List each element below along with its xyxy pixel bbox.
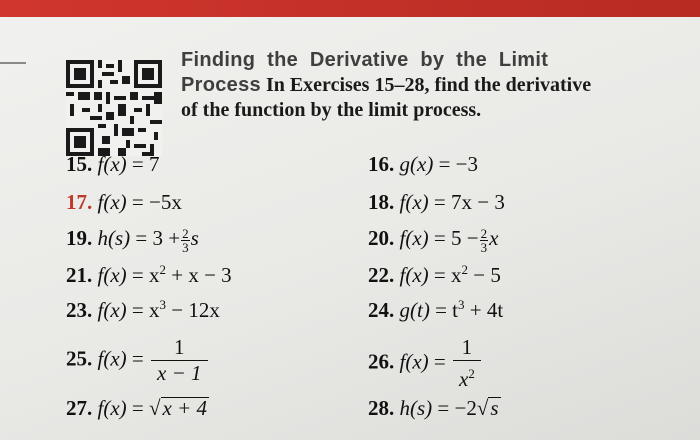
exercise-number: 24. <box>368 298 395 322</box>
exercise-rhs-tail: − 5 <box>468 263 501 287</box>
exercise-rhs: = −3 <box>438 152 478 176</box>
exponent: 2 <box>468 366 475 381</box>
section-title-continued: Process <box>181 74 261 96</box>
exercise-rhs: = <box>131 346 144 371</box>
exercise-lhs: f(x) <box>399 226 429 250</box>
exercise-number: 20. <box>368 226 395 250</box>
exercise-lhs: f(x) <box>399 190 429 214</box>
exercise-rhs: = 5 − <box>433 226 479 250</box>
exercise-lhs: f(x) <box>399 263 429 287</box>
exercise-lhs: f(x) <box>97 346 127 371</box>
exercise-lhs: f(x) <box>97 152 127 176</box>
exercise-instruction-continued: of the function by the limit process. <box>181 99 482 121</box>
exercise-rhs: = −2 <box>437 396 477 420</box>
section-header <box>181 48 681 123</box>
denominator: x <box>459 367 469 391</box>
exercise-rhs: = t <box>435 298 459 322</box>
radicand: x + 4 <box>162 396 208 420</box>
exercise-15 <box>66 152 160 177</box>
exercise-number: 28. <box>368 396 395 420</box>
denominator: x − 1 <box>157 361 202 385</box>
exercise-rhs-tail: − 12x <box>166 298 220 322</box>
exercise-24 <box>368 297 503 323</box>
exercise-19 <box>66 226 199 254</box>
exercise-lhs: h(s) <box>97 226 131 250</box>
numerator: 1 <box>151 335 208 361</box>
qr-code-icon <box>66 60 162 156</box>
exercise-instruction: In Exercises 15–28, find the derivative <box>265 74 592 96</box>
exponent: 2 <box>159 262 166 277</box>
exercise-number: 21. <box>66 263 93 287</box>
denominator-wrap <box>453 361 481 392</box>
exercise-25 <box>66 335 210 386</box>
denominator: 3 <box>182 239 189 255</box>
exercise-lhs: f(x) <box>97 396 127 420</box>
exercise-rhs-variable: s <box>190 226 199 250</box>
exercise-23 <box>66 297 220 323</box>
exercise-number: 25. <box>66 346 93 371</box>
exercise-lhs: h(s) <box>399 396 433 420</box>
exercise-lhs: f(x) <box>97 263 127 287</box>
exercise-rhs-tail: + 4t <box>464 298 504 322</box>
numerator: 2 <box>480 225 488 241</box>
exercise-number: 17. <box>66 190 93 214</box>
exercise-rhs: = 7 <box>131 152 160 176</box>
denominator: 3 <box>480 239 488 255</box>
exercise-28 <box>368 396 501 421</box>
exercise-22 <box>368 262 501 288</box>
exercise-rhs: = x <box>433 263 462 287</box>
exercise-number: 22. <box>368 263 395 287</box>
exercise-lhs: f(x) <box>399 349 429 374</box>
exercise-rhs-tail: + x − 3 <box>166 263 232 287</box>
fraction <box>480 227 489 254</box>
exercise-lhs: f(x) <box>97 298 127 322</box>
exercise-number: 26. <box>368 349 395 374</box>
numerator: 2 <box>182 225 189 241</box>
exercise-rhs: = 7x − 3 <box>433 190 505 214</box>
section-title: Finding the Derivative by the Limit <box>181 49 549 71</box>
exercise-21 <box>66 262 232 288</box>
exercise-rhs: = x <box>131 298 160 322</box>
numerator: 1 <box>453 335 481 361</box>
square-root <box>149 396 209 421</box>
fraction <box>453 335 481 392</box>
exercise-number: 15. <box>66 152 93 176</box>
exercise-20 <box>368 226 498 254</box>
exercise-number: 19. <box>66 226 93 250</box>
margin-rule <box>0 62 26 64</box>
exercise-16 <box>368 152 478 177</box>
radical-sign: √ <box>476 396 489 420</box>
exercise-lhs: g(t) <box>399 298 430 322</box>
exponent: 2 <box>461 262 468 277</box>
exercise-18 <box>368 190 505 215</box>
fraction <box>181 227 190 254</box>
exercise-rhs: = <box>433 349 446 374</box>
exercise-rhs: = 3 + <box>135 226 181 250</box>
exercise-26 <box>368 335 483 392</box>
radical-sign: √ <box>149 396 161 420</box>
square-root <box>477 396 501 421</box>
exponent: 3 <box>159 297 166 312</box>
exercise-lhs: f(x) <box>97 190 127 214</box>
exercise-number: 27. <box>66 396 93 420</box>
exercise-number: 18. <box>368 190 395 214</box>
exercise-27 <box>66 396 209 421</box>
exponent: 3 <box>458 297 465 312</box>
exercise-number: 16. <box>368 152 395 176</box>
exercise-number: 23. <box>66 298 93 322</box>
exercise-lhs: g(x) <box>399 152 434 176</box>
fraction <box>151 335 208 386</box>
exercise-rhs: = −5x <box>131 190 182 214</box>
radicand: s <box>490 396 499 420</box>
exercise-rhs-variable: x <box>489 226 499 250</box>
exercise-17 <box>66 190 182 215</box>
exercise-rhs: = <box>131 396 144 420</box>
exercise-rhs: = x <box>131 263 160 287</box>
red-header-band <box>0 0 700 17</box>
